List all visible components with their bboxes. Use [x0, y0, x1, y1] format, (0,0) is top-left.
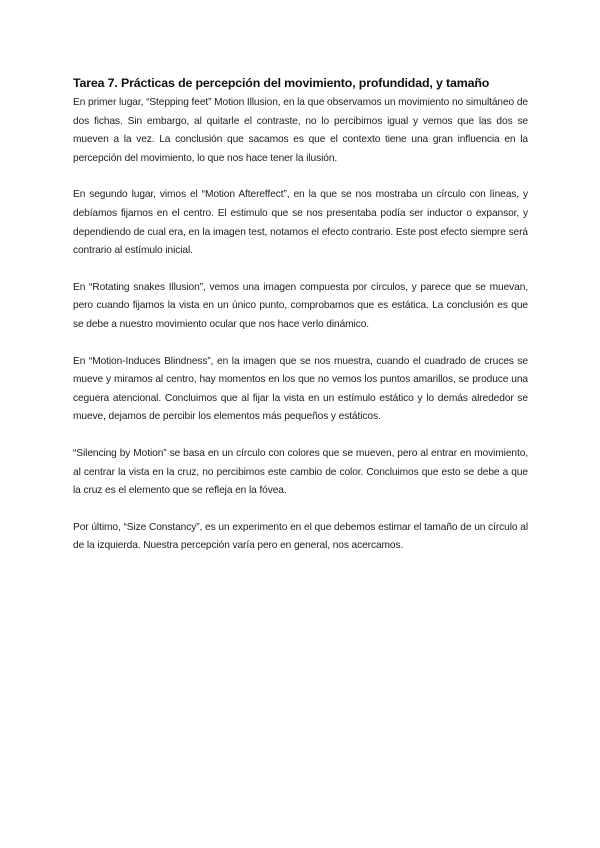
paragraph-motion-aftereffect: En segundo lugar, vimos el “Motion Aftereffect”, en la que se nos mostraba un círculo con líneas, y debíamos fijarnos en el centro. El estimulo que se nos presentaba podía ser inductor o expansor, y dependiendo de cual era, en la imagen test, notamos el efecto contrario. Este post efecto siempre será contrario al estímulo inicial.	[73, 189, 528, 257]
paragraph-motion-induced-blindness: En “Motion-Induces Blindness”, en la imagen que se nos muestra, cuando el cuadrado de cruces se mueve y miramos al centro, hay momentos en los que no vemos los puntos amarillos, se produce una ceguera atencional. Concluimos que al fijar la vista en un estímulo estático y lo demás alrededor se mueve, dejamos de percibir los elementos más pequeños y estáticos.	[73, 355, 528, 423]
paragraph-size-constancy: Por último, “Size Constancy”, es un experimento en el que debemos estimar el tamaño de un círculo al de la izquierda. Nuestra percepción varía pero en general, nos acercamos.	[73, 521, 528, 552]
paragraph-rotating-snakes: En “Rotating snakes Illusion”, vemos una imagen compuesta por círculos, y parece que se muevan, pero cuando fijamos la vista en un único punto, comprobamos que es estática. La conclusión es que se debe a nuestro movimiento ocular que nos hace verlo dinámico.	[73, 281, 528, 330]
document-body	[73, 75, 528, 574]
document-title: Tarea 7. Prácticas de percepción del movimiento, profundidad, y tamaño	[73, 76, 490, 90]
paragraph-silencing-by-motion: “Silencing by Motion” se basa en un círculo con colores que se mueven, pero al entrar en movimiento, al centrar la vista en la cruz, no percibimos este cambio de color. Concluimos que esto se debe a que la cruz es el elemento que se refleja en la fóvea.	[73, 447, 528, 497]
paragraph-stepping-feet: En primer lugar, “Stepping feet” Motion Illusion, en la que observamos un movimiento no simultáneo de dos fichas. Sin embargo, al quitarle el contraste, no lo percibimos igual y vemos que las dos se mueven a la vez. La conclusión que sacamos es que el contexto tiene una gran influencia en la percepción del movimiento, lo que nos hace tener la ilusión.	[73, 97, 528, 164]
